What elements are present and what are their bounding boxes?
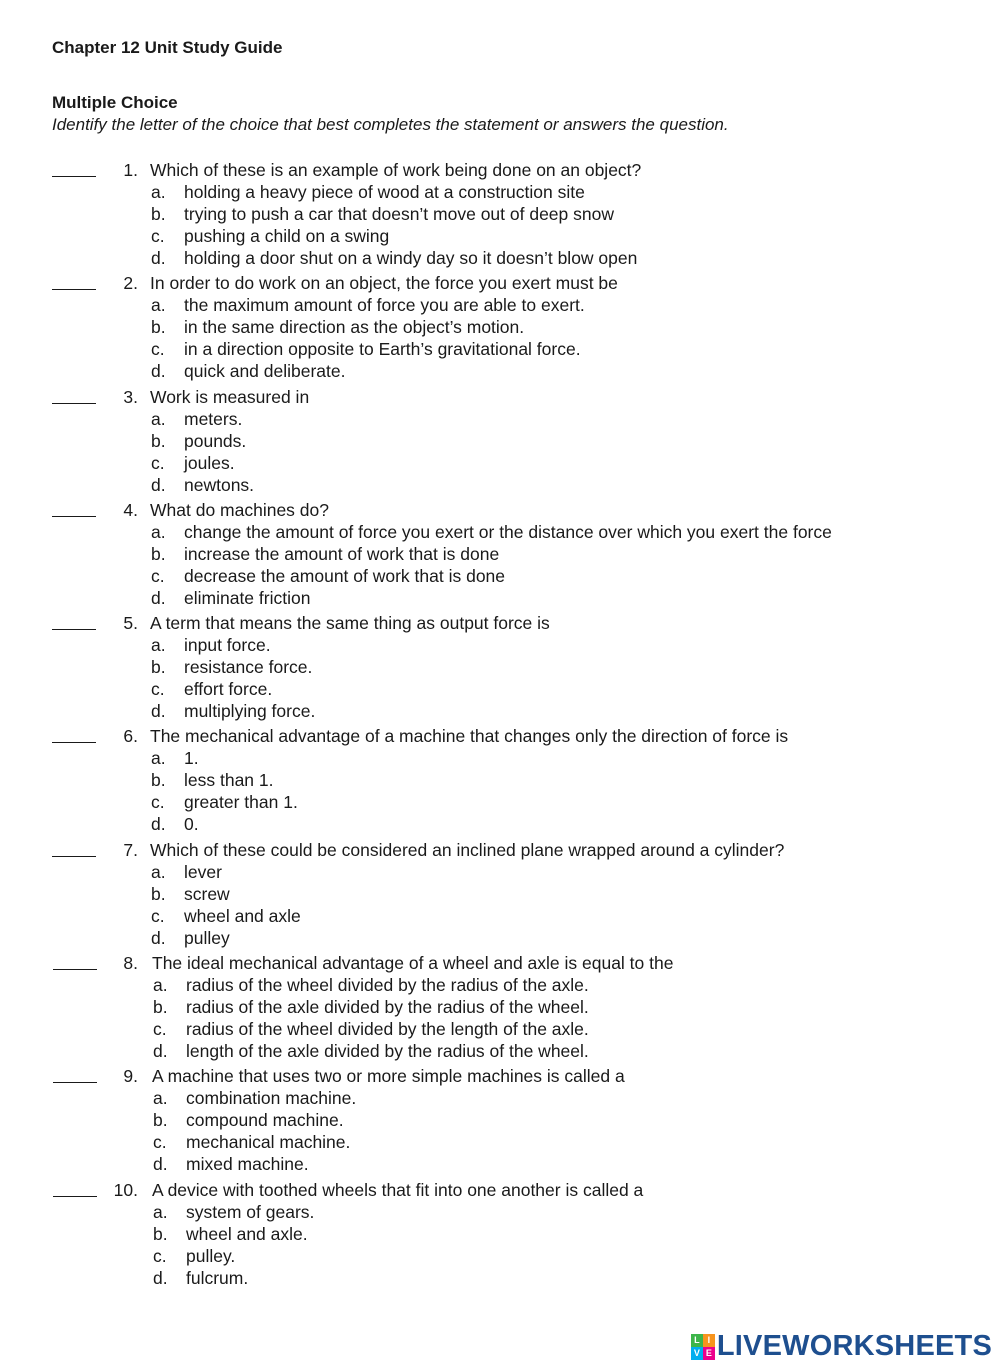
choice-letter: a.: [151, 748, 166, 769]
choice-text: newtons.: [184, 474, 255, 495]
choice-option: [150, 678, 1000, 700]
choice-letter: c.: [151, 226, 165, 246]
brand-name: LIVEWORKSHEETS: [716, 1330, 992, 1362]
choice-text: pushing a child on a swing: [184, 226, 390, 246]
choice-text: pulley: [184, 927, 230, 948]
choice-option: [150, 656, 1000, 678]
choice-option: [150, 769, 1000, 791]
choice-option: [150, 181, 1000, 203]
choice-option: [150, 360, 1000, 382]
answer-blank[interactable]: [52, 612, 96, 630]
choice-option: [150, 813, 1000, 835]
choice-text: fulcrum.: [186, 1267, 249, 1288]
question-text: Which of these could be considered an inclined plane wrapped around a cylinder?: [150, 839, 785, 860]
choice-option: [150, 747, 1000, 769]
question-item: [0, 725, 1000, 835]
choice-letter: d.: [151, 248, 166, 268]
question-number: 4.: [123, 499, 138, 520]
choice-text: radius of the wheel divided by the radius of the axle.: [186, 975, 589, 996]
choice-text: meters.: [184, 408, 243, 429]
question-number: 2.: [123, 273, 138, 294]
choice-letter: a.: [151, 861, 166, 882]
choice-text: lever: [184, 861, 222, 882]
choice-option: [150, 203, 1000, 225]
choice-letter: d.: [151, 361, 166, 382]
choice-text: system of gears.: [186, 1201, 315, 1222]
question-text: The ideal mechanical advantage of a wheel and axle is equal to the: [152, 953, 674, 974]
choice-letter: a.: [153, 1088, 168, 1109]
choice-text: compound machine.: [186, 1110, 344, 1131]
logo-badge-icon: L I V E: [691, 1334, 715, 1360]
question-number: 5.: [123, 613, 138, 634]
choice-text: pounds.: [184, 430, 247, 451]
choice-letter: d.: [151, 701, 166, 722]
choice-letter: a.: [151, 521, 166, 542]
choice-letter: a.: [151, 635, 166, 656]
choice-option: [150, 587, 1000, 609]
question-text: Which of these is an example of work being done on an object?: [150, 160, 642, 180]
choice-option: [150, 927, 1000, 949]
choice-letter: d.: [151, 474, 166, 495]
liveworksheets-logo: [691, 1330, 992, 1363]
choice-option: [152, 1223, 1000, 1245]
choice-text: radius of the wheel divided by the length of the axle.: [186, 1019, 589, 1040]
choice-text: resistance force.: [184, 657, 313, 678]
choice-text: trying to push a car that doesn’t move out of deep snow: [184, 204, 614, 224]
choice-text: wheel and axle: [184, 905, 301, 926]
answer-blank[interactable]: [53, 1065, 97, 1083]
choice-letter: d.: [153, 1041, 168, 1062]
choice-option: [152, 974, 1000, 996]
choice-letter: d.: [151, 927, 166, 948]
choice-option: [152, 1153, 1000, 1175]
choice-letter: c.: [153, 1019, 167, 1040]
question-item: [0, 1179, 1000, 1289]
choice-option: [150, 905, 1000, 927]
choice-letter: a.: [151, 408, 166, 429]
choice-option: [152, 996, 1000, 1018]
question-item: [0, 386, 1000, 496]
choice-letter: b.: [153, 1223, 168, 1244]
question-item: [0, 1065, 1000, 1175]
answer-blank[interactable]: [52, 386, 96, 404]
choice-option: [150, 700, 1000, 722]
choice-list: [0, 408, 1000, 496]
instructions: Identify the letter of the choice that best completes the statement or answers the question.: [52, 115, 729, 134]
choice-list: [0, 181, 1000, 269]
choice-text: 0.: [184, 814, 199, 835]
question-text: A machine that uses two or more simple machines is called a: [152, 1066, 625, 1087]
choice-option: [150, 634, 1000, 656]
choice-text: multiplying force.: [184, 701, 316, 722]
choice-letter: b.: [151, 430, 166, 451]
choice-list: [0, 521, 1000, 609]
choice-letter: a.: [151, 182, 166, 202]
choice-option: [152, 1087, 1000, 1109]
choice-letter: b.: [151, 770, 166, 791]
choice-option: [152, 1267, 1000, 1289]
answer-blank[interactable]: [52, 499, 96, 517]
question-item: [0, 499, 1000, 609]
choice-letter: d.: [151, 587, 166, 608]
choice-option: [150, 338, 1000, 360]
choice-text: decrease the amount of work that is done: [184, 565, 506, 586]
choice-option: [150, 247, 1000, 269]
question-item: [0, 272, 1000, 382]
choice-option: [150, 452, 1000, 474]
choice-list: [0, 294, 1000, 382]
choice-list: [0, 747, 1000, 835]
choice-text: mixed machine.: [186, 1154, 309, 1175]
question-text: The mechanical advantage of a machine that changes only the direction of force is: [150, 726, 789, 747]
choice-text: greater than 1.: [184, 792, 298, 813]
choice-text: mechanical machine.: [186, 1132, 351, 1153]
choice-letter: c.: [153, 1132, 167, 1153]
choice-text: screw: [184, 883, 230, 904]
question-number: 10.: [113, 1179, 138, 1200]
choice-letter: d.: [153, 1154, 168, 1175]
choice-letter: c.: [151, 792, 165, 813]
choice-text: pulley.: [186, 1245, 236, 1266]
choice-letter: b.: [151, 317, 166, 338]
question-text: In order to do work on an object, the force you exert must be: [150, 273, 618, 294]
answer-blank[interactable]: [52, 272, 96, 290]
choice-option: [150, 294, 1000, 316]
choice-letter: b.: [151, 883, 166, 904]
choice-text: length of the axle divided by the radius of the wheel.: [186, 1041, 589, 1062]
choice-text: combination machine.: [186, 1088, 357, 1109]
choice-text: the maximum amount of force you are able to exert.: [184, 295, 585, 316]
choice-option: [150, 474, 1000, 496]
section-heading: Multiple Choice: [52, 93, 178, 112]
question-item: [0, 612, 1000, 722]
choice-list: [0, 634, 1000, 722]
question-number: 7.: [123, 839, 138, 860]
choice-text: increase the amount of work that is done: [184, 543, 500, 564]
choice-list: [2, 974, 1000, 1062]
choice-text: effort force.: [184, 679, 273, 700]
question-number: 1.: [123, 160, 138, 180]
choice-text: 1.: [184, 748, 199, 769]
question-number: 6.: [123, 726, 138, 747]
choice-option: [150, 861, 1000, 883]
choice-option: [150, 316, 1000, 338]
choice-letter: c.: [151, 565, 165, 586]
question-item: [0, 159, 1000, 269]
choice-option: [150, 543, 1000, 565]
choice-text: in the same direction as the object’s motion.: [184, 317, 525, 338]
choice-text: holding a door shut on a windy day so it doesn’t blow open: [184, 248, 638, 268]
choice-letter: c.: [153, 1245, 167, 1266]
choice-letter: b.: [151, 657, 166, 678]
question-text: A device with toothed wheels that fit into one another is called a: [152, 1179, 644, 1200]
choice-letter: b.: [151, 543, 166, 564]
choice-list: [2, 1087, 1000, 1175]
choice-text: radius of the axle divided by the radius of the wheel.: [186, 997, 589, 1018]
choice-option: [150, 791, 1000, 813]
question-number: 3.: [123, 386, 138, 407]
choice-text: less than 1.: [184, 770, 274, 791]
choice-text: quick and deliberate.: [184, 361, 346, 382]
answer-blank[interactable]: [52, 725, 96, 743]
choice-letter: d.: [153, 1267, 168, 1288]
choice-letter: c.: [151, 452, 165, 473]
choice-option: [152, 1201, 1000, 1223]
choice-option: [150, 565, 1000, 587]
question-item: [0, 952, 1000, 1062]
choice-letter: c.: [151, 339, 165, 360]
choice-letter: a.: [153, 1201, 168, 1222]
choice-option: [150, 225, 1000, 247]
answer-blank[interactable]: [53, 1179, 97, 1197]
question-number: 8.: [123, 953, 138, 974]
choice-text: in a direction opposite to Earth’s gravitational force.: [184, 339, 581, 360]
question-text: Work is measured in: [150, 386, 310, 407]
choice-option: [152, 1131, 1000, 1153]
answer-blank[interactable]: [52, 839, 96, 857]
choice-text: input force.: [184, 635, 271, 656]
question-number: 9.: [123, 1066, 138, 1087]
question-text: A term that means the same thing as output force is: [150, 613, 550, 634]
choice-text: eliminate friction: [184, 587, 311, 608]
choice-option: [152, 1245, 1000, 1267]
choice-letter: a.: [151, 295, 166, 316]
choice-text: joules.: [184, 452, 235, 473]
question-list: [0, 159, 1000, 1289]
choice-option: [152, 1040, 1000, 1062]
choice-letter: b.: [151, 204, 166, 224]
choice-option: [150, 883, 1000, 905]
page-title: Chapter 12 Unit Study Guide: [52, 38, 283, 57]
choice-option: [150, 430, 1000, 452]
choice-letter: c.: [151, 905, 165, 926]
choice-option: [150, 521, 1000, 543]
question-text: What do machines do?: [150, 499, 329, 520]
choice-option: [150, 408, 1000, 430]
answer-blank[interactable]: [53, 952, 97, 970]
choice-text: change the amount of force you exert or the distance over which you exert the force: [184, 521, 832, 542]
choice-option: [152, 1109, 1000, 1131]
choice-text: holding a heavy piece of wood at a construction site: [184, 182, 585, 202]
choice-list: [2, 1201, 1000, 1289]
choice-letter: d.: [151, 814, 166, 835]
choice-letter: b.: [153, 997, 168, 1018]
question-item: [0, 839, 1000, 949]
choice-text: wheel and axle.: [186, 1223, 308, 1244]
choice-list: [0, 861, 1000, 949]
choice-letter: c.: [151, 679, 165, 700]
choice-letter: a.: [153, 975, 168, 996]
choice-letter: b.: [153, 1110, 168, 1131]
answer-blank[interactable]: [52, 159, 96, 177]
choice-option: [152, 1018, 1000, 1040]
